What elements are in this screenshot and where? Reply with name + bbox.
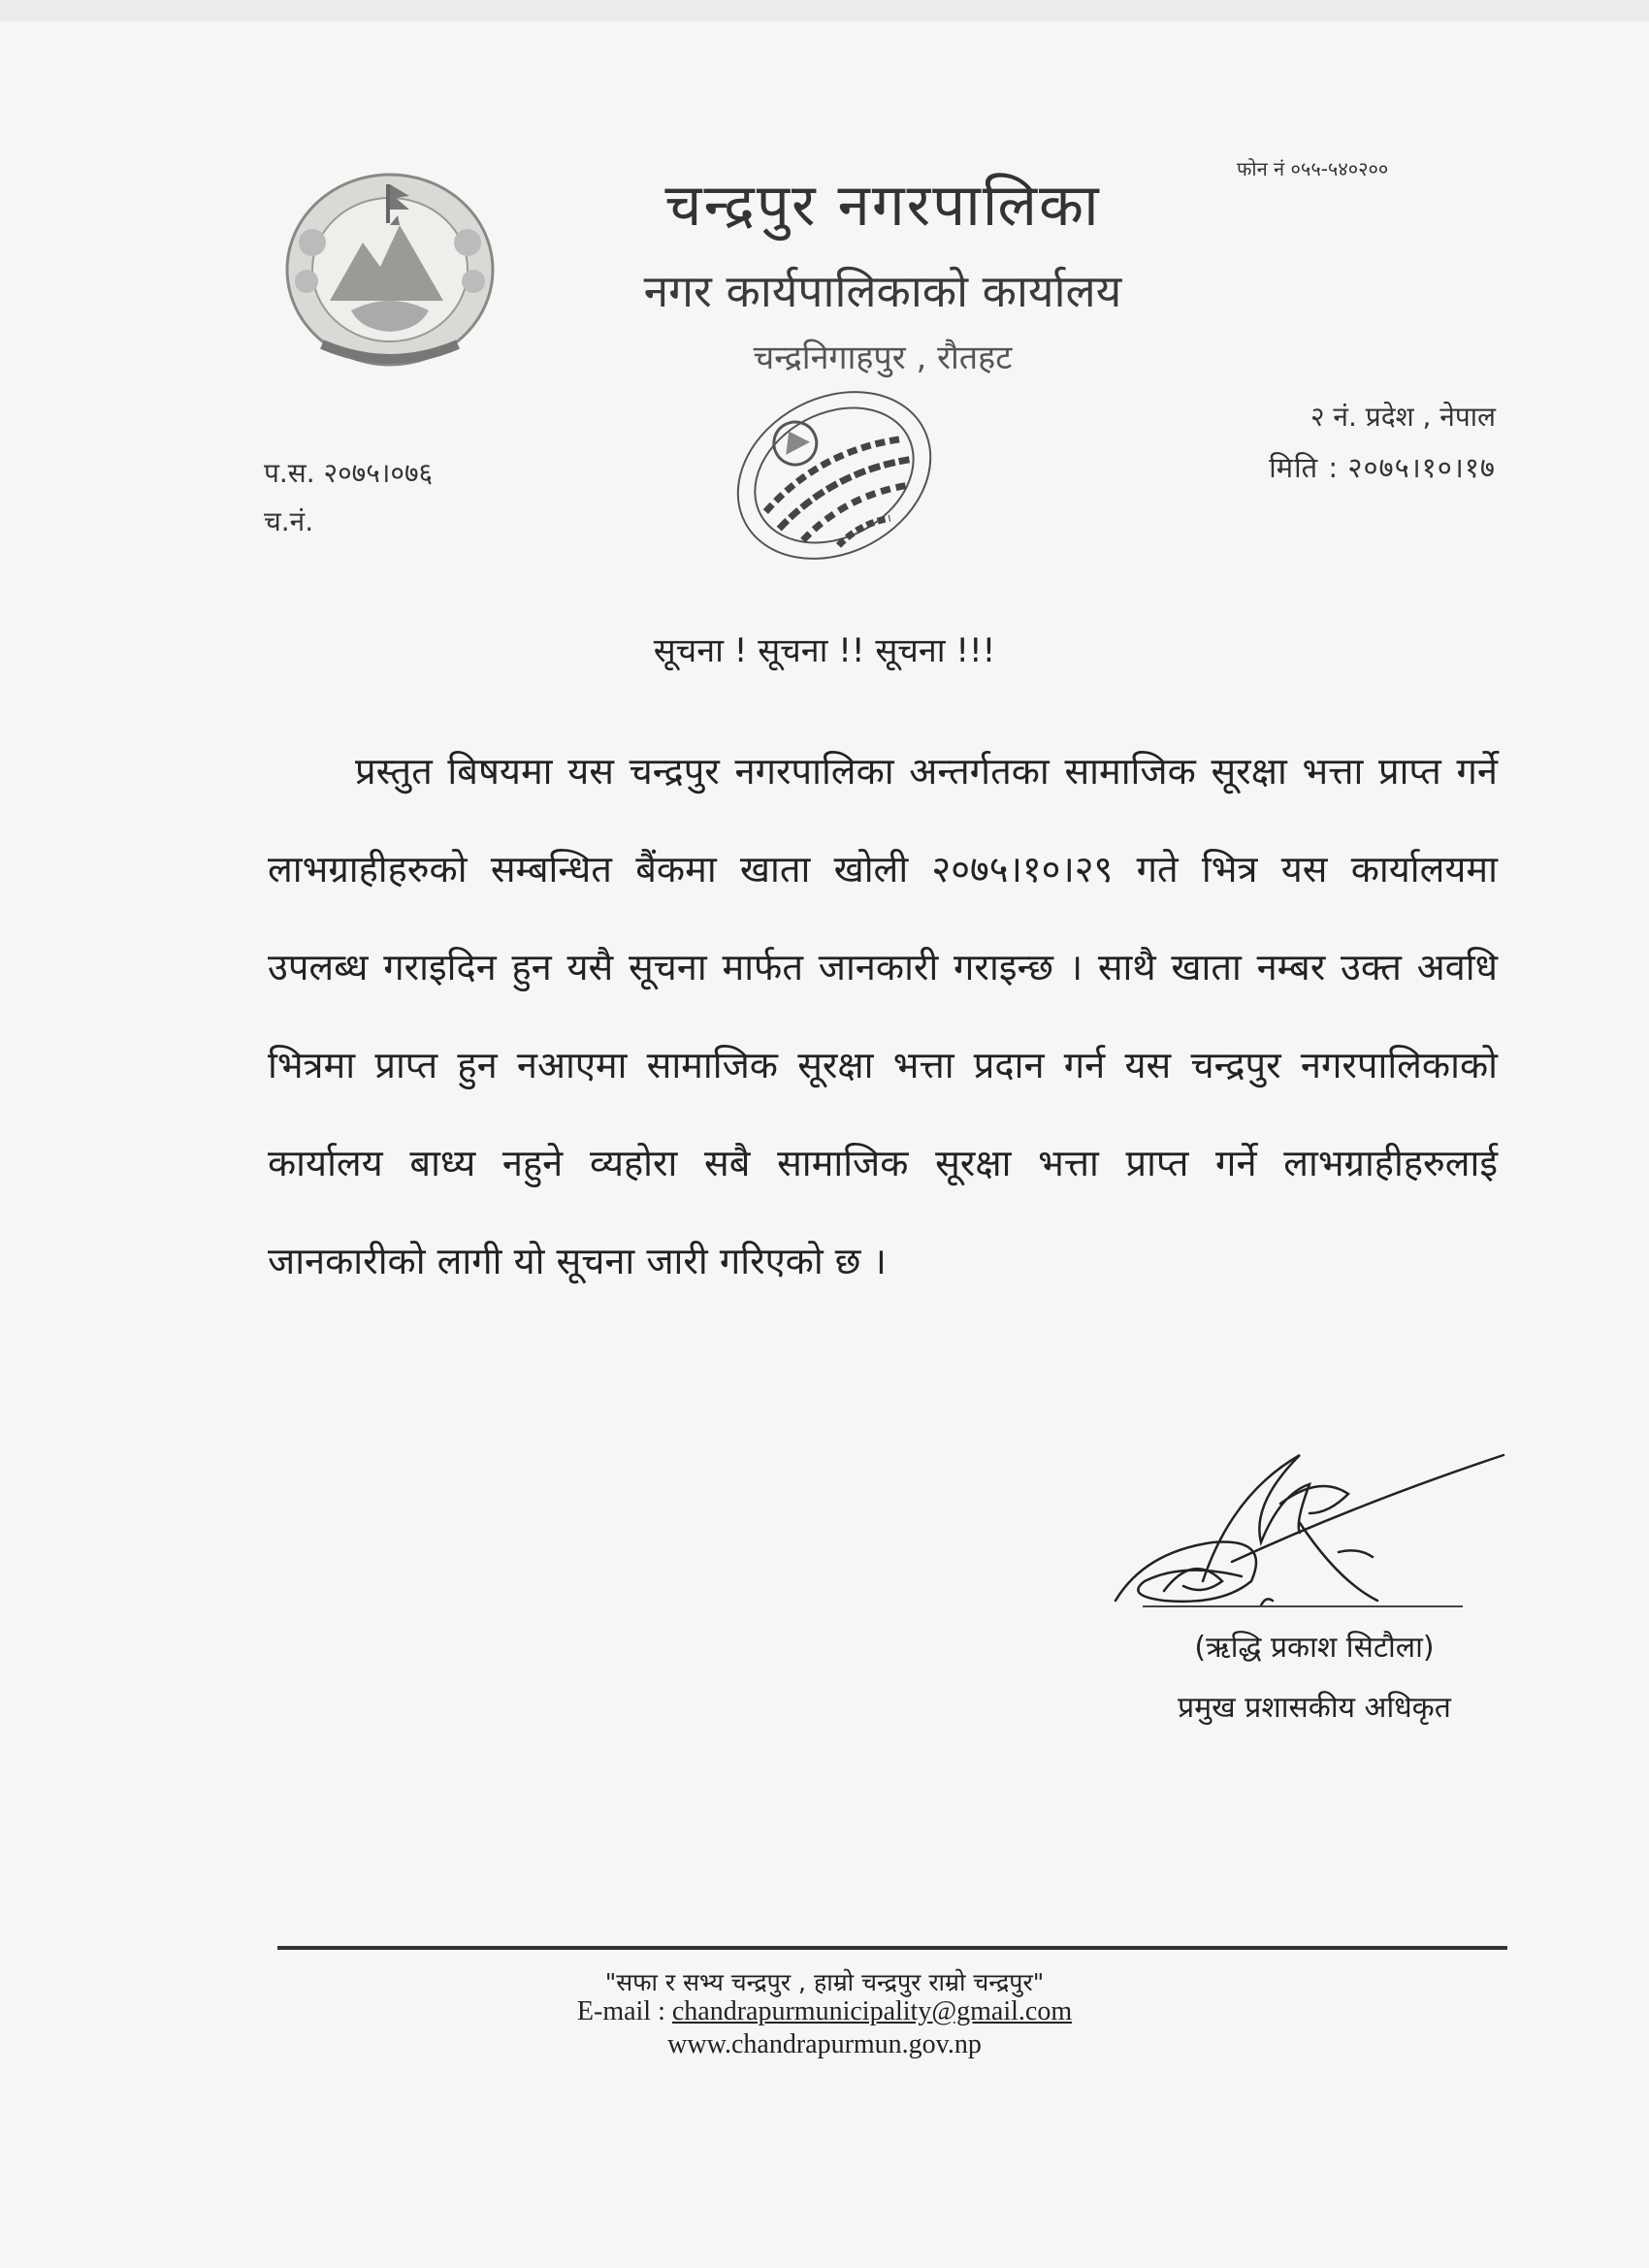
date-value: २०७५।१०।१७	[1347, 451, 1496, 484]
footer-slogan: "सफा र सभ्य चन्द्रपुर , हाम्रो चन्द्रपुर राम्रो चन्द्रपुर"	[604, 1968, 1045, 1996]
notice-title: सूचना ! सूचना !! सूचना !!!	[653, 632, 996, 670]
notice-body: प्रस्तुत बिषयमा यस चन्द्रपुर नगरपालिका अन्तर्गतका सामाजिक सूरक्षा भत्ता प्राप्त गर्ने लाभग्राहीहरुको सम्बन्धित बैंकमा खाता खोली २०७५।१०।२९ गते भित्र यस कार्यालयमा उपलब्ध गराइदिन हुन यसै सूचना मार्फत जानकारी गराइन्छ । साथै खाता नम्बर उक्त अवधि भित्रमा प्राप्त हुन नआएमा सामाजिक सूरक्षा भत्ता प्रदान गर्न यस चन्द्रपुर नगरपालिकाको कार्यालय बाध्य नहुने व्यहोरा सबै सामाजिक सूरक्षा भत्ता प्राप्त गर्ने लाभग्राहीहरुलाई जानकारीको लागी यो सूचना जारी गरिएको छ ।	[268, 750, 1498, 1282]
scan-edge	[0, 0, 1649, 21]
signatory-title: प्रमुख प्रशासकीय अधिकृत	[1178, 1691, 1451, 1725]
office-seal-stamp-icon	[718, 378, 951, 572]
date-line	[1269, 448, 1496, 486]
nepal-emblem-icon	[274, 165, 506, 373]
municipality-name: चन्द्रपुर नगरपालिका	[664, 172, 1101, 240]
handwritten-signature-icon	[1106, 1436, 1513, 1630]
signature-line	[1143, 1605, 1463, 1607]
dispatch-number: च.नं.	[264, 505, 314, 537]
office-location: चन्द्रनिगाहपुर , रौतहट	[753, 339, 1013, 377]
province-text: २ नं. प्रदेश , नेपाल	[1310, 401, 1496, 433]
email-label: E-mail :	[576, 1996, 665, 2026]
phone-number: फोन नं ०५५-५४०२००	[1237, 157, 1389, 180]
footer-website[interactable]: www.chandrapurmun.gov.np	[667, 2029, 982, 2059]
email-link[interactable]: chandrapurmunicipality@gmail.com	[671, 1996, 1073, 2026]
footer-divider	[277, 1946, 1507, 1950]
fiscal-year-ref: प.स. २०७५।०७६	[264, 457, 434, 489]
footer-email-line	[0, 1996, 1649, 2027]
signatory-name: (ऋद्धि प्रकाश सिटौला)	[1194, 1631, 1435, 1665]
date-label: मिति :	[1269, 451, 1340, 484]
office-name: नगर कार्यपालिकाको कार्यालय	[643, 265, 1122, 317]
